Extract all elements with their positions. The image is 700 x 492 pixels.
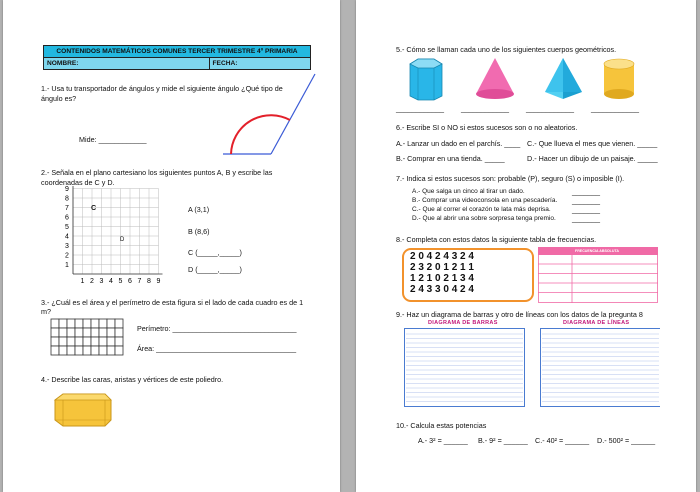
q5-blank-1: ____________ [396,104,444,113]
y-tick-label: 7 [65,205,69,212]
lines-title: DIAGRAMA DE LÍNEAS [563,320,630,326]
q3-text-2: m? [41,307,51,316]
x-tick-label: 9 [156,278,161,285]
cylinder-icon [604,59,634,99]
q7-item-c: C.- Que al correr el corazón te lata más deprisa. [412,206,551,213]
point-c-label: C [91,203,97,212]
header-title: CONTENIDOS MATEMÁTICOS COMUNES TERCER TRIMESTRE 4º PRIMARIA [44,46,311,58]
q7-item-b: B.- Comprar una videoconsola en una pescadería. [412,197,558,204]
q3-text: 3.- ¿Cuál es el área y el perímetro de esta figura si el lado de cada cuadro es de 1 [41,298,304,307]
area-line: Área: ___________________________________ [137,344,297,353]
prism-icon [45,392,115,434]
x-tick-label: 5 [118,278,123,285]
date-label: FECHA: [209,58,310,70]
q7-item-a: A.- Que salga un cinco al tirar un dado. [412,188,525,195]
q6-text: 6.- Escribe SI o NO si estos sucesos son o no aleatorios. [396,123,578,132]
q10-item-c: C.- 40² = ______ [535,436,590,445]
q4-text: 4.- Describe las caras, aristas y vértices de este poliedro. [41,375,224,384]
angle-figure [223,68,323,160]
q6-item-c: C.- Que llueva el mes que vienen. _____ [527,139,658,148]
q8-text: 8.- Completa con estos datos la siguiente tabla de frecuencias. [396,235,597,244]
q1-text: 1.- Usa tu transportador de ángulos y mide el siguiente ángulo ¿Qué tipo de [41,84,283,93]
q10-item-d: D.- 500² = ______ [597,436,656,445]
q9-text: 9.- Haz un diagrama de barras y otro de líneas con los datos de la pregunta 8 [396,310,643,319]
x-tick-label: 6 [128,278,132,285]
worksheet-page-1 [3,0,340,492]
cone-icon [476,58,514,99]
q5-blank-3: ____________ [526,104,574,113]
y-tick-label: 1 [65,262,69,269]
point-d-label: D [120,237,125,243]
pyramid-icon [545,58,582,99]
name-label: NOMBRE: [44,58,210,70]
geometric-bodies [400,56,660,102]
coord-b: B (8,6) [188,227,210,236]
y-tick-label: 4 [65,233,69,241]
data-row-1: 2 0 4 2 4 3 2 4 [410,251,474,262]
q6-item-d: D.- Hacer un dibujo de un paisaje. _____ [527,154,658,163]
coord-d: D (_____,_____) [188,265,242,274]
q7-item-d: D.- Que al abrir una sobre sorpresa tenga premio. [412,215,556,222]
data-row-2: 2 3 2 0 1 2 1 1 [410,262,474,273]
bars-title: DIAGRAMA DE BARRAS [428,320,498,326]
q6-item-a: A.- Lanzar un dado en el parchís. ____ [396,139,521,148]
x-tick-label: 3 [99,278,104,285]
q1-text-2: ángulo es? [41,94,77,103]
q7-blank-c: _______ [572,205,600,214]
y-tick-label: 3 [65,243,69,250]
x-tick-label: 4 [109,278,113,285]
data-row-3: 1 2 1 0 2 1 3 4 [410,273,474,284]
q7-text: 7.- Indica si estos sucesos son: probable (P), seguro (S) o imposible (I). [396,174,625,183]
cartesian-plane [61,186,176,286]
data-row-4: 2 4 3 3 0 4 2 4 [410,284,474,295]
freq-header: FRECUENCIA ABSOLUTA [575,249,619,253]
q5-blank-4: ____________ [591,104,639,113]
q2-text: 2.- Señala en el plano cartesiano los siguientes puntos A, B y escribe las [41,168,273,177]
q7-blank-a: _______ [572,187,600,196]
y-tick-label: 5 [65,224,69,231]
x-tick-label: 8 [147,278,151,285]
q5-blank-2: ____________ [461,104,509,113]
header-table [43,45,311,70]
x-tick-label: 7 [137,278,142,285]
q10-item-b: B.- 9² = ______ [478,436,528,445]
coord-a: A (3,1) [188,205,210,214]
q10-text: 10.- Calcula estas potencias [396,421,487,430]
y-tick-label: 2 [65,252,69,260]
q2-text-2: coordenadas de C y D. [41,178,115,187]
q7-blank-b: _______ [572,196,600,205]
area-grid-figure [50,318,125,358]
frequency-table [538,247,658,303]
x-tick-label: 1 [80,278,85,285]
perimeter-line: Perímetro: _______________________________ [137,324,297,333]
y-tick-label: 8 [65,195,69,203]
q10-item-a: A.- 3² = ______ [418,436,468,445]
x-tick-label: 2 [90,278,94,285]
q7-blank-d: _______ [572,214,600,223]
y-tick-label: 6 [65,214,69,222]
angle-ray-1 [271,74,315,154]
q5-text: 5.- Cómo se llaman cada uno de los siguientes cuerpos geométricos. [396,45,617,54]
chart-boxes [404,328,660,408]
y-tick-label: 9 [65,186,69,193]
q6-item-b: B.- Comprar en una tienda. _____ [396,154,505,163]
q1-measure-label: Mide: ____________ [79,135,147,144]
coord-c: C (_____,_____) [188,248,242,257]
hexagonal-prism-icon [410,59,442,100]
